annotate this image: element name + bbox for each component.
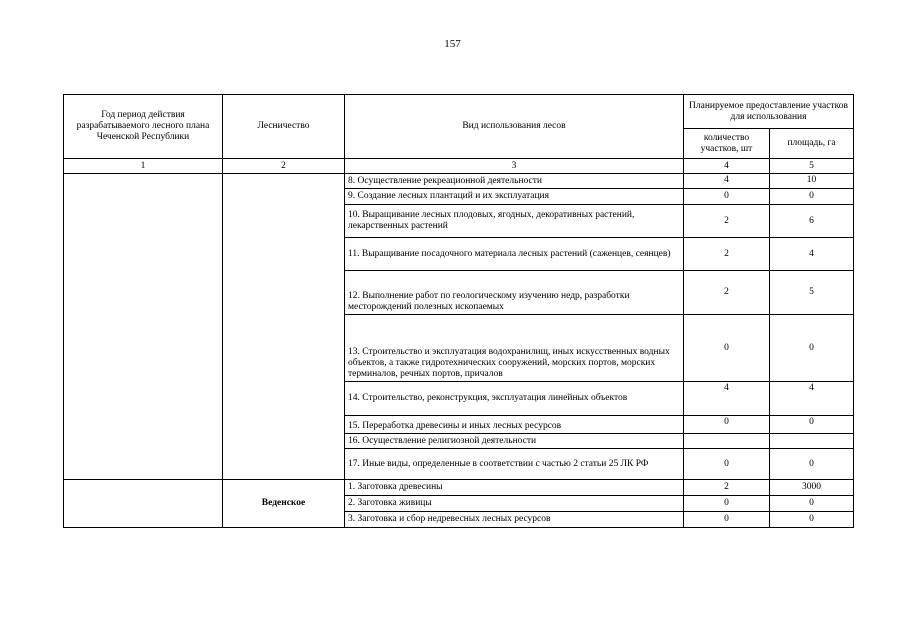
count-cell: 0 [684,449,770,480]
use-type-cell: 8. Осуществление рекреационной деятельности [345,174,684,189]
use-type-cell: 10. Выращивание лесных плодовых, ягодных, декоративных растений, лекарственных растений [345,205,684,238]
count-cell: 0 [684,416,770,434]
header-forestry: Лесничество [223,95,345,159]
forest-use-table [63,94,854,528]
forestry-name: Веденское [223,480,345,528]
area-cell: 0 [770,315,854,382]
area-cell: 10 [770,174,854,189]
count-cell: 2 [684,205,770,238]
use-type-cell: 12. Выполнение работ по геологическому изучению недр, разработки месторождений полезных ископаемых [345,271,684,315]
column-number: 1 [64,159,223,174]
use-type-cell: 3. Заготовка и сбор недревесных лесных ресурсов [345,512,684,528]
count-cell: 2 [684,238,770,271]
use-type-cell: 17. Иные виды, определенные в соответствии с частью 2 статьи 25 ЛК РФ [345,449,684,480]
use-type-cell: 15. Переработка древесины и иных лесных ресурсов [345,416,684,434]
use-type-cell: 14. Строительство, реконструкция, эксплуатация линейных объектов [345,382,684,416]
count-cell: 0 [684,315,770,382]
header-use-type: Вид использования лесов [345,95,684,159]
use-type-cell: 2. Заготовка живицы [345,496,684,512]
area-cell: 3000 [770,480,854,496]
count-cell: 2 [684,480,770,496]
area-cell: 4 [770,238,854,271]
header-count: количество участков, шт [684,129,770,159]
area-cell: 0 [770,496,854,512]
column-number: 5 [770,159,854,174]
count-cell: 0 [684,496,770,512]
count-cell: 2 [684,271,770,315]
count-cell: 4 [684,174,770,189]
area-cell: 0 [770,449,854,480]
header-area: площадь, га [770,129,854,159]
use-type-cell: 11. Выращивание посадочного материала лесных растений (саженцев, сеянцев) [345,238,684,271]
area-cell: 0 [770,512,854,528]
area-cell: 0 [770,416,854,434]
page-number: 157 [444,38,461,50]
period-cell [64,174,223,480]
header-planned: Планируемое предоставление участков для использования [684,95,854,129]
area-cell [770,434,854,449]
area-cell: 6 [770,205,854,238]
column-number: 4 [684,159,770,174]
use-type-cell: 9. Создание лесных плантаций и их эксплуатация [345,189,684,205]
period-cell [64,480,223,528]
column-number: 3 [345,159,684,174]
area-cell: 5 [770,271,854,315]
column-number: 2 [223,159,345,174]
count-cell: 0 [684,512,770,528]
count-cell [684,434,770,449]
use-type-cell: 16. Осуществление религиозной деятельности [345,434,684,449]
count-cell: 4 [684,382,770,416]
forestry-cell [223,174,345,480]
area-cell: 0 [770,189,854,205]
area-cell: 4 [770,382,854,416]
use-type-cell: 1. Заготовка древесины [345,480,684,496]
header-period: Год период действия разрабатываемого лесного плана Чеченской Республики [64,95,223,159]
use-type-cell: 13. Строительство и эксплуатация водохранилищ, иных искусственных водных объектов, а также гидротехнических сооружений, морских портов, морских терминалов, речных портов, причалов [345,315,684,382]
count-cell: 0 [684,189,770,205]
